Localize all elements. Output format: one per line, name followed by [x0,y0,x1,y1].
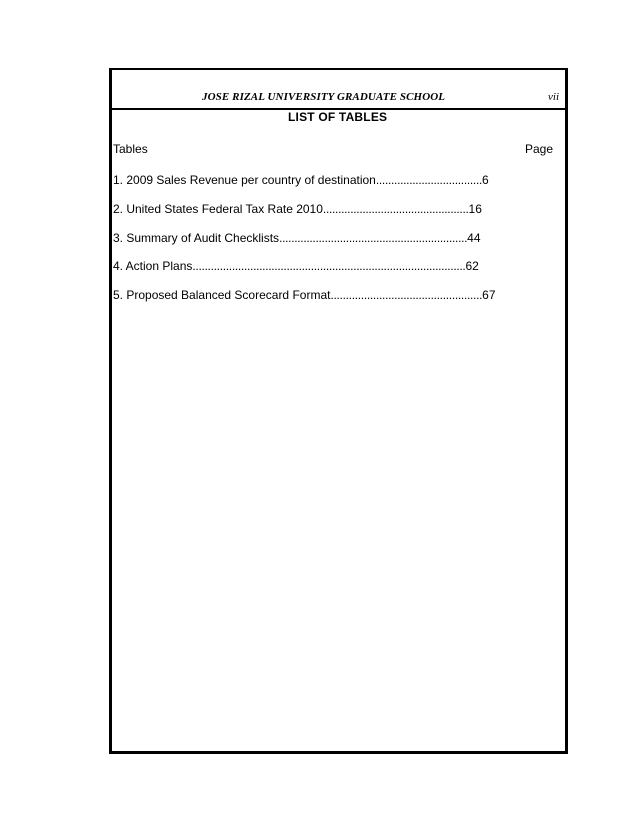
running-header-page-number: vii [548,91,559,103]
page-border [109,68,568,754]
list-of-tables-heading: LIST OF TABLES [288,110,388,124]
toc-entry-label: 2. United States Federal Tax Rate 2010 [113,202,323,216]
toc-entry-label: 3. Summary of Audit Checklists [113,231,280,245]
toc-entry[interactable] [113,202,482,216]
toc-entry-page: 16 [468,202,482,216]
toc-entry-leader: .......................................................................................... [192,259,466,273]
running-header-title: JOSE RIZAL UNIVERSITY GRADUATE SCHOOL [202,91,446,103]
toc-entry-label: 4. Action Plans [113,259,193,273]
toc-entry-label: 1. 2009 Sales Revenue per country of destination [113,173,376,187]
toc-entry[interactable] [113,173,489,187]
toc-entry[interactable] [113,231,481,245]
toc-entry-page: 44 [467,231,481,245]
toc-entry-leader: .................................................. [330,288,483,302]
tables-column-label: Tables [113,142,148,156]
toc-entry-label: 5. Proposed Balanced Scorecard Format [113,288,331,302]
toc-entry-leader: ................................................ [322,202,469,216]
toc-entry-page: 6 [482,173,489,187]
toc-entry-leader: .............................................................. [279,231,468,245]
toc-entry-page: 62 [465,259,479,273]
toc-entry-page: 67 [482,288,496,302]
page-column-label: Page [525,142,554,156]
toc-entry[interactable] [113,259,479,273]
toc-entry[interactable] [113,288,496,302]
toc-entry-leader: ................................... [375,173,483,187]
